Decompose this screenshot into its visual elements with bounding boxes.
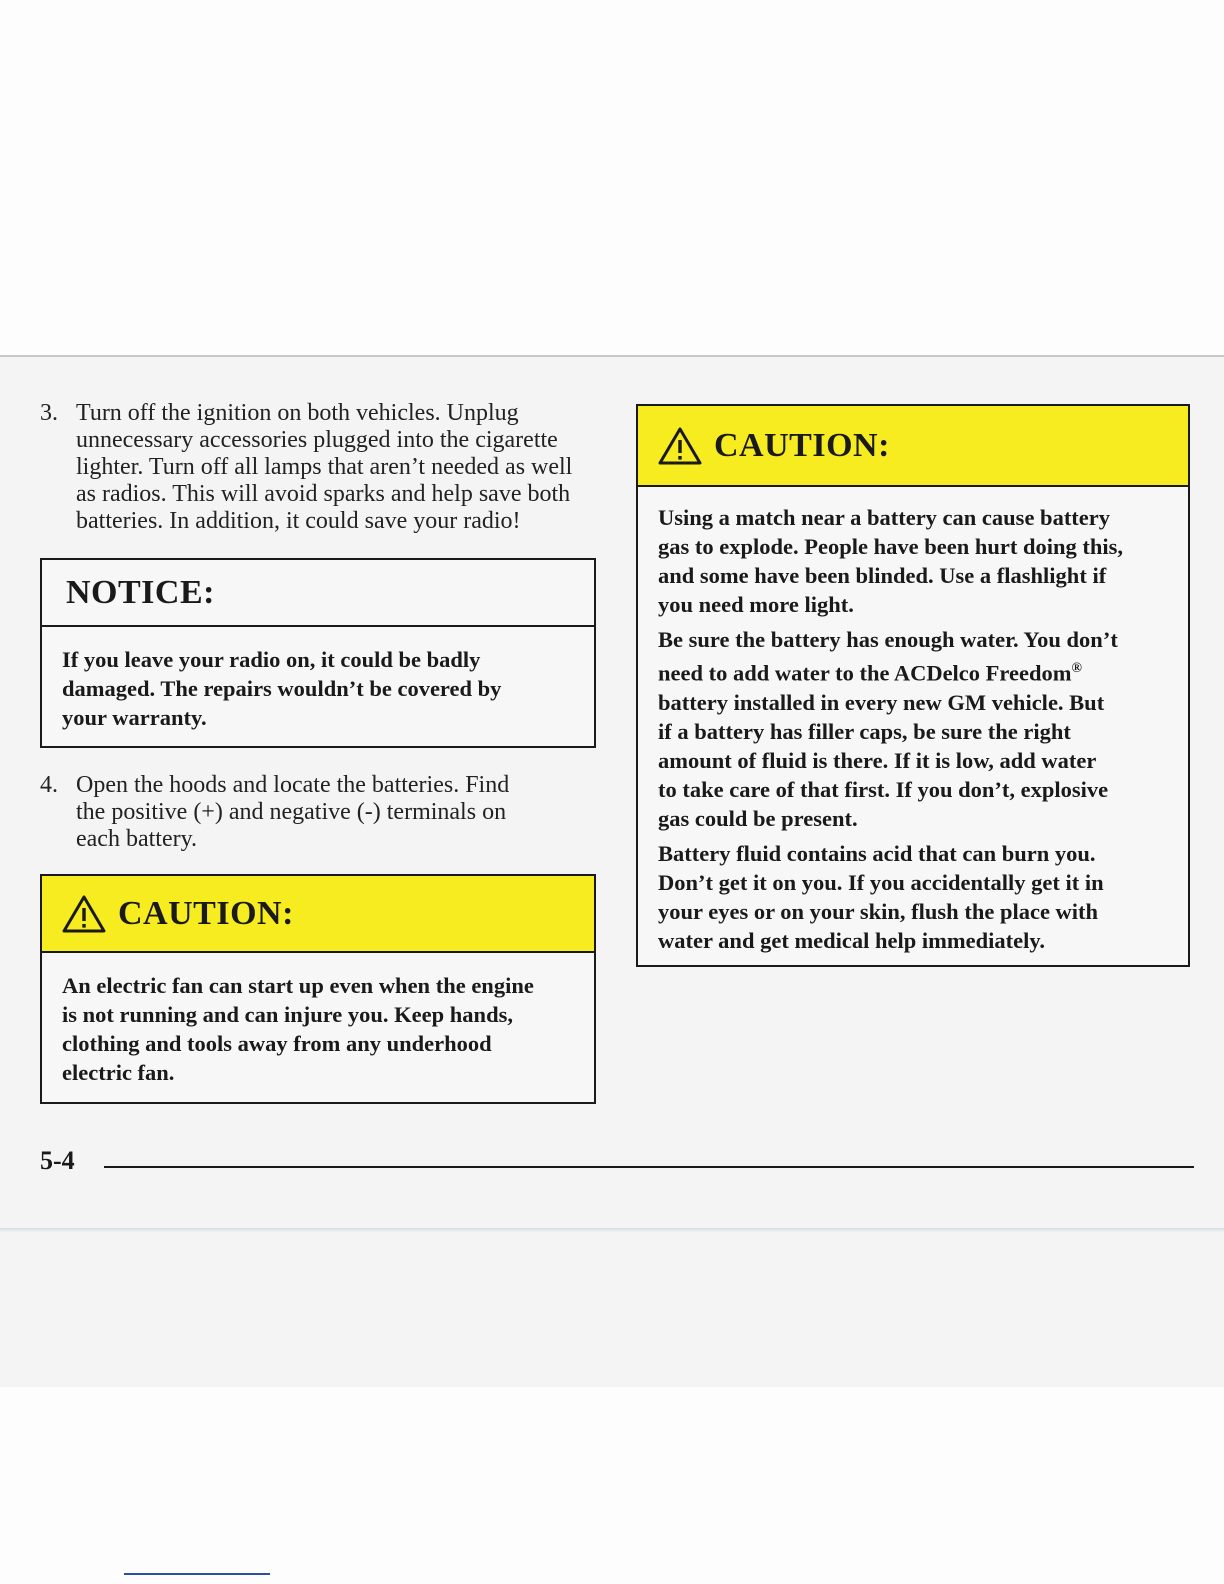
caution-line: Don’t get it on you. If you accidentally get it in xyxy=(658,869,1104,895)
caution-line: your eyes or on your skin, flush the place with xyxy=(658,898,1099,924)
warning-triangle-icon xyxy=(62,894,106,934)
caution-line: to take care of that first. If you don’t, explosive xyxy=(658,776,1109,802)
step-line: Turn off the ignition on both vehicles. Unplug xyxy=(76,400,519,426)
step-line: lighter. Turn off all lamps that aren’t needed as well xyxy=(76,454,573,480)
caution-line: you need more light. xyxy=(658,592,854,617)
step-line: the positive (+) and negative (-) terminals on xyxy=(76,799,507,825)
page-number: 5-4 xyxy=(40,1146,75,1175)
notice-title: NOTICE: xyxy=(66,573,215,611)
caution-header xyxy=(638,406,1188,487)
caution-paragraph xyxy=(658,503,1168,619)
caution-line: clothing and tools away from any underhood xyxy=(62,1031,492,1056)
step-line: as radios. This will avoid sparks and help save both xyxy=(76,481,571,507)
registered-mark: ® xyxy=(1071,661,1082,676)
caution-line: and some have been blinded. Use a flashlight if xyxy=(658,563,1107,588)
step-number: 4. xyxy=(40,772,58,798)
caution-line: if a battery has filler caps, be sure the right xyxy=(658,718,1071,744)
caution-line: is not running and can injure you. Keep hands, xyxy=(62,1002,513,1027)
notice-header xyxy=(42,560,594,627)
caution-line: gas to explode. People have been hurt doing this, xyxy=(658,534,1124,559)
caution-line: battery installed in every new GM vehicle. But xyxy=(658,689,1105,715)
footer-rule xyxy=(104,1166,1194,1168)
step-text xyxy=(76,400,572,535)
caution-line: water and get medical help immediately. xyxy=(658,927,1046,953)
caution-header xyxy=(42,876,594,953)
step-line: batteries. In addition, it could save your radio! xyxy=(76,508,521,534)
caution-box-right xyxy=(636,404,1190,967)
step-line: each battery. xyxy=(76,826,198,852)
caution-line: electric fan. xyxy=(62,1060,175,1085)
caution-title: CAUTION: xyxy=(714,426,890,464)
caution-box-left xyxy=(40,874,596,1104)
caution-body xyxy=(638,487,1188,975)
caution-line-text: need to add water to the ACDelco Freedom xyxy=(658,660,1072,686)
step-4 xyxy=(40,772,600,856)
notice-line: your warranty. xyxy=(62,705,207,730)
caution-paragraph xyxy=(658,839,1168,955)
caution-line: Using a match near a battery can cause battery xyxy=(658,505,1111,530)
step-line: Open the hoods and locate the batteries. Find xyxy=(76,772,510,798)
notice-line: damaged. The repairs wouldn’t be covered by xyxy=(62,676,502,701)
notice-body xyxy=(42,627,594,746)
step-number: 3. xyxy=(40,400,58,426)
step-line: unnecessary accessories plugged into the cigarette xyxy=(76,427,558,453)
caution-line: An electric fan can start up even when the engine xyxy=(62,973,534,998)
caution-line: Be sure the battery has enough water. You don’t xyxy=(658,627,1118,652)
caution-title: CAUTION: xyxy=(118,894,294,932)
band-bottom-divider xyxy=(0,1228,1224,1232)
notice-box xyxy=(40,558,596,748)
bottom-link-underline xyxy=(124,1573,270,1575)
caution-line xyxy=(658,654,1168,688)
caution-paragraph xyxy=(658,625,1168,833)
step-text xyxy=(76,772,509,853)
warning-triangle-icon xyxy=(658,426,702,466)
caution-line: Battery fluid contains acid that can burn you. xyxy=(658,840,1096,866)
caution-line: gas could be present. xyxy=(658,805,858,831)
notice-line: If you leave your radio on, it could be badly xyxy=(62,647,481,672)
caution-line: amount of fluid is there. If it is low, add water xyxy=(658,747,1097,773)
caution-body xyxy=(42,953,594,1101)
step-3 xyxy=(40,400,600,540)
